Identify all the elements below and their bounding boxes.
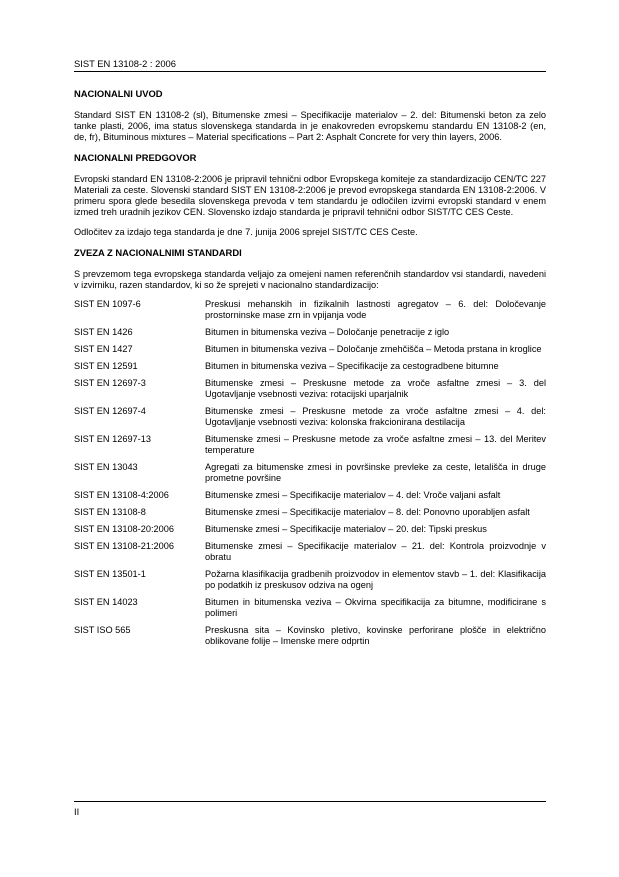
standard-title: Bitumenske zmesi – Specifikacije materialov – 4. del: Vroče valjani asfalt — [205, 490, 501, 500]
standard-code: SIST EN 14023 — [74, 597, 138, 607]
page-footer — [74, 801, 546, 817]
page-header: SIST EN 13108-2 : 2006 — [74, 58, 546, 72]
table-row — [74, 344, 546, 361]
standard-code: SIST EN 13108-4:2006 — [74, 490, 169, 500]
section-title-predgovor: NACIONALNI PREDGOVOR — [74, 152, 197, 163]
table-row — [74, 597, 546, 625]
table-row — [74, 299, 546, 327]
document-page — [74, 58, 546, 653]
table-row — [74, 327, 546, 344]
table-row — [74, 541, 546, 569]
standard-title: Bitumenske zmesi – Preskusne metode za vroče asfaltne zmesi – 3. del Ugotavljanje vsebnosti veziva: rotacijski uparjalnik — [205, 378, 546, 399]
standard-title: Požarna klasifikacija gradbenih proizvodov in elementov stavb – 1. del: Klasifikacija po podatkih iz preskusov odziva na ogenj — [205, 569, 546, 590]
standard-title: Preskusi mehanskih in fizikalnih lastnosti agregatov – 6. del: Določevanje prostorninske mase zrn in vpijanja vode — [205, 299, 546, 320]
standards-table — [74, 299, 546, 653]
predgovor-text-1: Evropski standard EN 13108-2:2006 je pripravil tehnični odbor Evropskega komiteje za standardizacijo CEN/TC 227 Materiali za ceste. Slovenski standard SIST EN 13108-2:2006 je prevod evropskega standarda EN 13108-2:2006. V primeru spora glede besedila slovenskega prevoda v tem standardu je odločilen izvirni evropski standard v enem izmed treh uradnih jezikov CEN. Slovensko izdajo standarda je pripravil tehnični odbor SIST/TC CES Ceste. — [74, 174, 546, 217]
standard-code: SIST EN 1097-6 — [74, 299, 141, 309]
standard-code: SIST EN 1426 — [74, 327, 133, 337]
zveza-intro: S prevzemom tega evropskega standarda veljajo za omejeni namen referenčnih standardov vsi standardi, navedeni v izvirniku, razen standardov, ki so že sprejeti v nacionalno standardizacijo: — [74, 269, 546, 290]
standard-code: SIST EN 13108-20:2006 — [74, 524, 174, 534]
table-row — [74, 490, 546, 507]
standard-code: SIST EN 12697-4 — [74, 406, 146, 416]
standard-title: Bitumenske zmesi – Preskusne metode za vroče asfaltne zmesi – 4. del: Ugotavljanje vsebnosti veziva: kolonska frakcionirana destilacija — [205, 406, 546, 427]
table-row — [74, 569, 546, 597]
page-number: II — [74, 806, 80, 817]
standard-title: Bitumenske zmesi – Specifikacije materialov – 20. del: Tipski preskus — [205, 524, 487, 534]
table-row — [74, 434, 546, 462]
section-title-zveza: ZVEZA Z NACIONALNIMI STANDARDI — [74, 247, 242, 258]
table-row — [74, 361, 546, 378]
standard-title: Bitumenske zmesi – Preskusne metode za vroče asfaltne zmesi – 13. del Meritev temperature — [205, 434, 546, 455]
standard-code: SIST EN 13501-1 — [74, 569, 146, 579]
standard-title: Bitumen in bitumenska veziva – Določanje zmehčišča – Metoda prstana in kroglice — [205, 344, 542, 354]
standard-title: Bitumen in bitumenska veziva – Okvirna specifikacija za bitumne, modificirane s polimeri — [205, 597, 546, 618]
standard-code: SIST EN 12591 — [74, 361, 138, 371]
standard-code: SIST EN 12697-3 — [74, 378, 146, 388]
standard-code: SIST EN 13043 — [74, 462, 138, 472]
standard-code: SIST EN 13108-8 — [74, 507, 146, 517]
standard-code: SIST ISO 565 — [74, 625, 131, 635]
standard-title: Preskusna sita – Kovinsko pletivo, kovinske perforirane plošče in električno oblikovane folije – Imenske mere odprtin — [205, 625, 546, 646]
table-row — [74, 378, 546, 406]
standard-title: Bitumen in bitumenska veziva – Specifikacije za cestogradbene bitumne — [205, 361, 499, 371]
standard-code: SIST EN 1427 — [74, 344, 133, 354]
standard-title: Bitumen in bitumenska veziva – Določanje penetracije z iglo — [205, 327, 450, 337]
standard-code: SIST EN 12697-13 — [74, 434, 151, 444]
uvod-text: Standard SIST EN 13108-2 (sl), Bitumenske zmesi – Specifikacije materialov – 2. del: Bitumenski beton za zelo tanke plasti, 2006, ima status slovenskega standarda in je enakovreden evropskemu standardu EN 13108-2 (en, de, fr), Bituminous mixtures – Material specifications – Part 2: Asphalt Concrete for very thin layers, 2006. — [74, 110, 546, 142]
standard-title: Agregati za bitumenske zmesi in površinske prevleke za ceste, letališča in druge prometne površine — [205, 462, 546, 483]
table-row — [74, 406, 546, 434]
table-row — [74, 507, 546, 524]
table-row — [74, 462, 546, 490]
table-row — [74, 524, 546, 541]
predgovor-text-2: Odločitev za izdajo tega standarda je dne 7. junija 2006 sprejel SIST/TC CES Ceste. — [74, 227, 418, 237]
table-row — [74, 625, 546, 653]
standard-code: SIST EN 13108-21:2006 — [74, 541, 174, 551]
standard-title: Bitumenske zmesi – Specifikacije materialov – 8. del: Ponovno uporabljen asfalt — [205, 507, 530, 517]
section-title-uvod: NACIONALNI UVOD — [74, 88, 163, 99]
standard-title: Bitumenske zmesi – Specifikacije materialov – 21. del: Kontrola proizvodnje v obratu — [205, 541, 546, 562]
